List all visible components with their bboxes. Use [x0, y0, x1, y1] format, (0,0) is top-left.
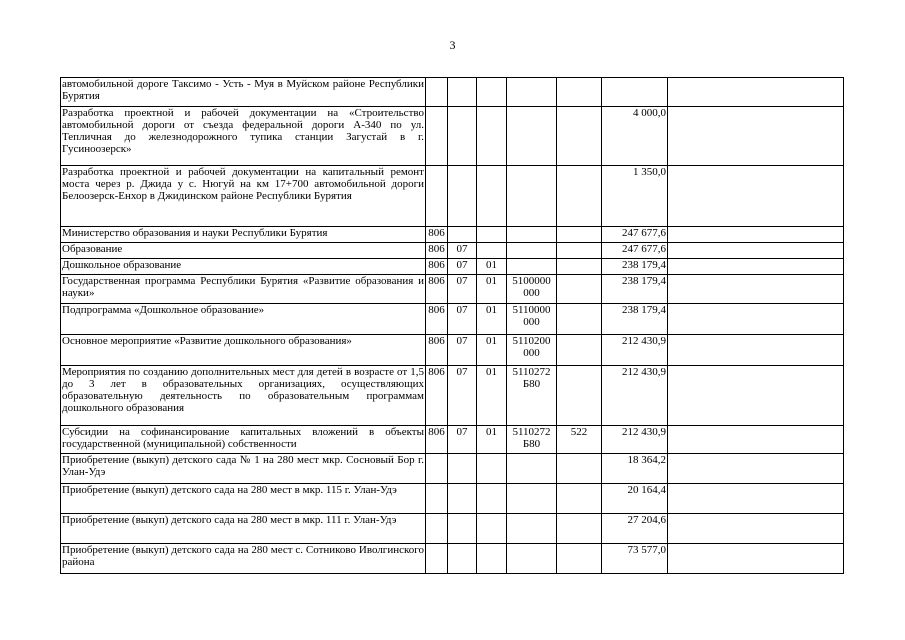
subsection-code: [477, 78, 507, 107]
subsection-code: [477, 484, 507, 514]
section-code: 07: [448, 366, 477, 426]
row-description: Приобретение (выкуп) детского сада на 280 мест в мкр. 115 г. Улан-Удэ: [61, 484, 426, 514]
expense-type-code: [557, 227, 602, 243]
table-row: [61, 335, 844, 366]
expense-type-code: 522: [557, 426, 602, 454]
table-row: [61, 107, 844, 166]
ministry-code: 806: [426, 227, 448, 243]
ministry-code: 806: [426, 243, 448, 259]
section-code: 07: [448, 259, 477, 275]
ministry-code: [426, 544, 448, 574]
row-description: Разработка проектной и рабочей документации на «Строительство автомобильной дороги от съезда федеральной дороги А-340 по ул. Тепличная до железнодорожного тупика станции Загустай в г. Гусиноозерск»: [61, 107, 426, 166]
empty-cell: [668, 275, 844, 304]
subsection-code: 01: [477, 275, 507, 304]
amount: 73 577,0: [602, 544, 668, 574]
table-row: [61, 78, 844, 107]
ministry-code: [426, 454, 448, 484]
empty-cell: [668, 227, 844, 243]
expense-type-code: [557, 78, 602, 107]
amount: 247 677,6: [602, 227, 668, 243]
expense-type-code: [557, 454, 602, 484]
budget-table: [60, 77, 844, 574]
section-code: [448, 107, 477, 166]
section-code: [448, 484, 477, 514]
empty-cell: [668, 454, 844, 484]
subsection-code: 01: [477, 335, 507, 366]
empty-cell: [668, 166, 844, 227]
expense-type-code: [557, 335, 602, 366]
empty-cell: [668, 304, 844, 335]
subsection-code: 01: [477, 304, 507, 335]
ministry-code: 806: [426, 335, 448, 366]
target-article-code: [507, 544, 557, 574]
row-description: автомобильной дороге Таксимо - Усть - Муя в Муйском районе Республики Бурятия: [61, 78, 426, 107]
ministry-code: [426, 514, 448, 544]
target-article-code: [507, 454, 557, 484]
amount: 20 164,4: [602, 484, 668, 514]
expense-type-code: [557, 304, 602, 335]
amount: 212 430,9: [602, 366, 668, 426]
expense-type-code: [557, 544, 602, 574]
row-description: Государственная программа Республики Бурятия «Развитие образования и науки»: [61, 275, 426, 304]
target-article-code: [507, 107, 557, 166]
amount: 238 179,4: [602, 304, 668, 335]
target-article-code: [507, 243, 557, 259]
subsection-code: 01: [477, 259, 507, 275]
section-code: [448, 227, 477, 243]
expense-type-code: [557, 243, 602, 259]
target-article-code: 5110000 000: [507, 304, 557, 335]
row-description: Дошкольное образование: [61, 259, 426, 275]
table-row: [61, 366, 844, 426]
target-article-code: [507, 514, 557, 544]
expense-type-code: [557, 107, 602, 166]
ministry-code: [426, 166, 448, 227]
ministry-code: [426, 484, 448, 514]
row-description: Субсидии на софинансирование капитальных вложений в объекты государственной (муниципальной) собственности: [61, 426, 426, 454]
target-article-code: [507, 166, 557, 227]
target-article-code: [507, 484, 557, 514]
target-article-code: 5110200 000: [507, 335, 557, 366]
amount: 238 179,4: [602, 275, 668, 304]
ministry-code: [426, 107, 448, 166]
section-code: 07: [448, 275, 477, 304]
section-code: 07: [448, 304, 477, 335]
subsection-code: 01: [477, 366, 507, 426]
expense-type-code: [557, 514, 602, 544]
row-description: Образование: [61, 243, 426, 259]
ministry-code: 806: [426, 275, 448, 304]
expense-type-code: [557, 259, 602, 275]
target-article-code: 5100000 000: [507, 275, 557, 304]
amount: [602, 78, 668, 107]
ministry-code: 806: [426, 304, 448, 335]
empty-cell: [668, 107, 844, 166]
section-code: 07: [448, 426, 477, 454]
row-description: Основное мероприятие «Развитие дошкольного образования»: [61, 335, 426, 366]
amount: 238 179,4: [602, 259, 668, 275]
target-article-code: [507, 78, 557, 107]
empty-cell: [668, 484, 844, 514]
table-row: [61, 544, 844, 574]
row-description: Приобретение (выкуп) детского сада на 280 мест в мкр. 111 г. Улан-Удэ: [61, 514, 426, 544]
ministry-code: [426, 78, 448, 107]
subsection-code: [477, 227, 507, 243]
empty-cell: [668, 366, 844, 426]
section-code: [448, 166, 477, 227]
subsection-code: [477, 544, 507, 574]
target-article-code: 5110272 Б80: [507, 426, 557, 454]
subsection-code: [477, 514, 507, 544]
subsection-code: [477, 166, 507, 227]
empty-cell: [668, 335, 844, 366]
expense-type-code: [557, 275, 602, 304]
row-description: Мероприятия по созданию дополнительных мест для детей в возрасте от 1,5 до 3 лет в образовательных организациях, осуществляющих образовательную деятельность по образовательным программам дошкольного образования: [61, 366, 426, 426]
empty-cell: [668, 259, 844, 275]
amount: 18 364,2: [602, 454, 668, 484]
expense-type-code: [557, 484, 602, 514]
section-code: [448, 544, 477, 574]
row-description: Приобретение (выкуп) детского сада на 280 мест с. Сотниково Иволгинского района: [61, 544, 426, 574]
section-code: 07: [448, 335, 477, 366]
table-row: [61, 484, 844, 514]
table-row: [61, 227, 844, 243]
table-row: [61, 304, 844, 335]
amount: 212 430,9: [602, 426, 668, 454]
target-article-code: [507, 227, 557, 243]
table-row: [61, 166, 844, 227]
amount: 212 430,9: [602, 335, 668, 366]
section-code: [448, 78, 477, 107]
table-row: [61, 426, 844, 454]
section-code: [448, 514, 477, 544]
row-description: Подпрограмма «Дошкольное образование»: [61, 304, 426, 335]
amount: 247 677,6: [602, 243, 668, 259]
empty-cell: [668, 544, 844, 574]
amount: 4 000,0: [602, 107, 668, 166]
table-row: [61, 454, 844, 484]
subsection-code: 01: [477, 426, 507, 454]
subsection-code: [477, 107, 507, 166]
ministry-code: 806: [426, 426, 448, 454]
row-description: Разработка проектной и рабочей документации на капитальный ремонт моста через р. Джида у с. Нюгуй на км 17+700 автомобильной дороги Белоозерск-Енхор в Джидинском районе Республики Бурятия: [61, 166, 426, 227]
subsection-code: [477, 454, 507, 484]
ministry-code: 806: [426, 366, 448, 426]
amount: 1 350,0: [602, 166, 668, 227]
page-number: 3: [449, 38, 456, 52]
table-row: [61, 514, 844, 544]
table-row: [61, 259, 844, 275]
row-description: Министерство образования и науки Республики Бурятия: [61, 227, 426, 243]
expense-type-code: [557, 166, 602, 227]
row-description: Приобретение (выкуп) детского сада № 1 на 280 мест мкр. Сосновый Бор г. Улан-Удэ: [61, 454, 426, 484]
empty-cell: [668, 243, 844, 259]
empty-cell: [668, 426, 844, 454]
ministry-code: 806: [426, 259, 448, 275]
section-code: [448, 454, 477, 484]
expense-type-code: [557, 366, 602, 426]
table-row: [61, 243, 844, 259]
empty-cell: [668, 78, 844, 107]
target-article-code: [507, 259, 557, 275]
target-article-code: 5110272 Б80: [507, 366, 557, 426]
amount: 27 204,6: [602, 514, 668, 544]
section-code: 07: [448, 243, 477, 259]
subsection-code: [477, 243, 507, 259]
empty-cell: [668, 514, 844, 544]
table-row: [61, 275, 844, 304]
